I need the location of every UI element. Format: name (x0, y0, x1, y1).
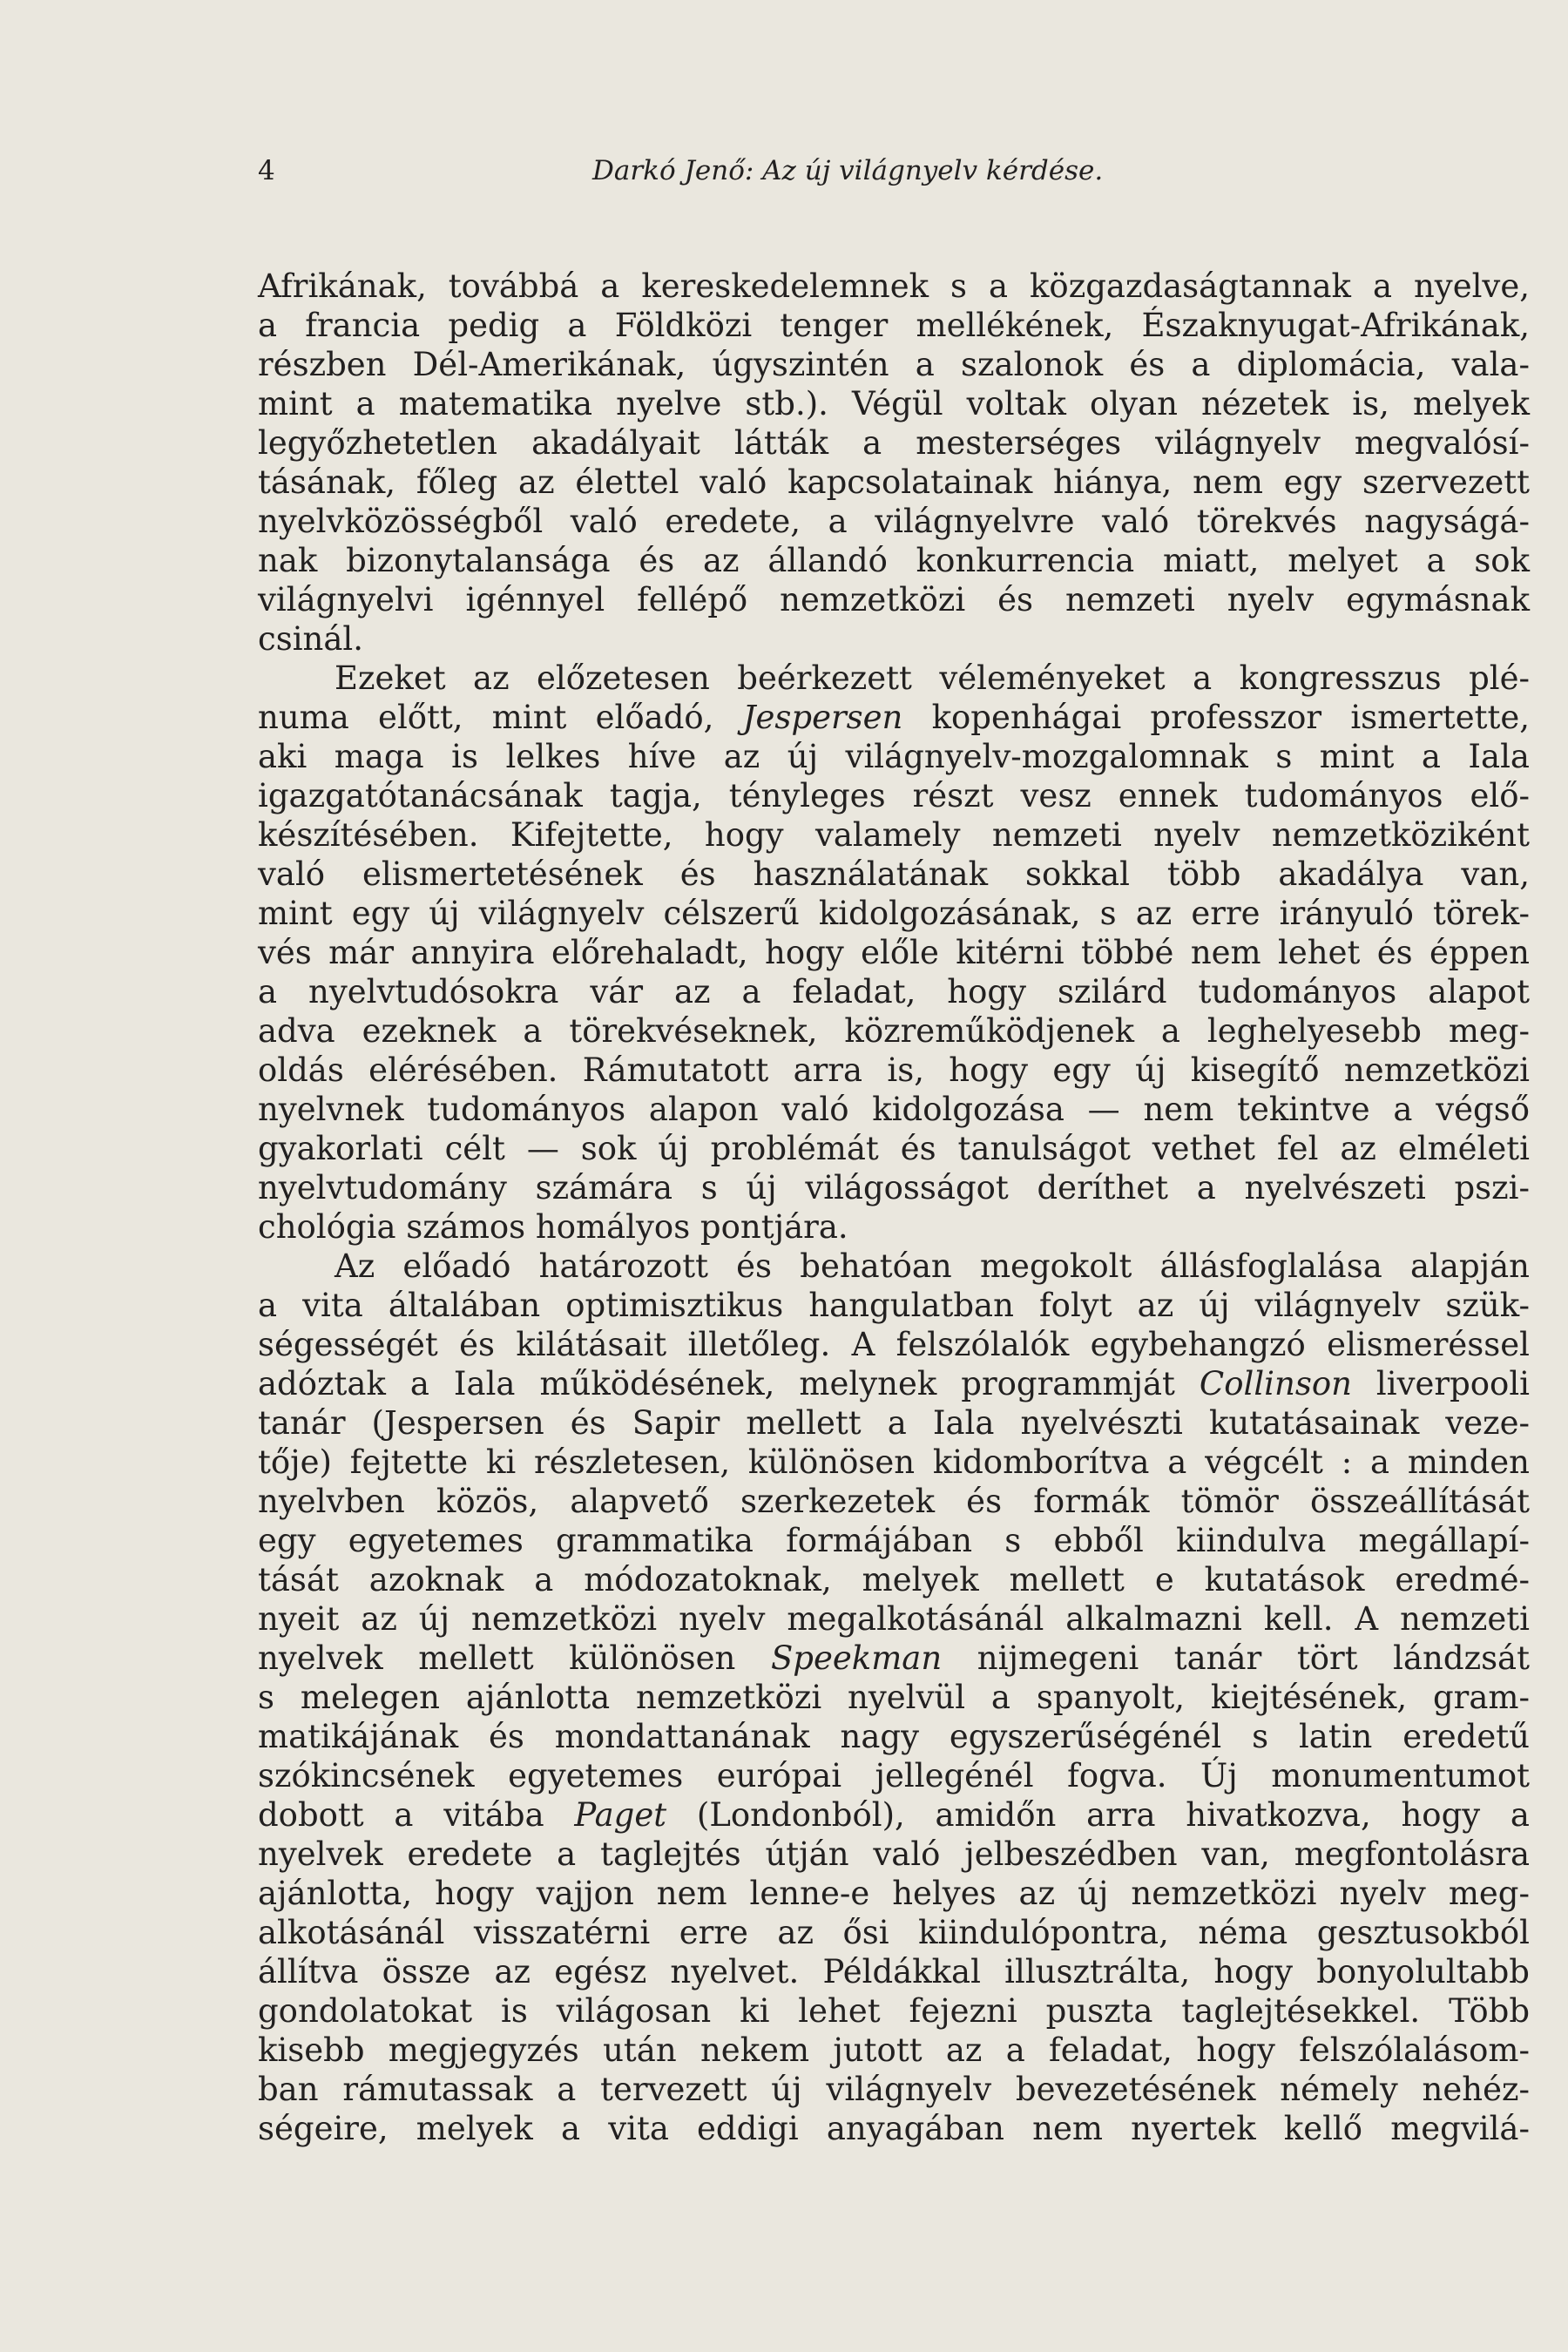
text-line: világnyelvi igénnyel fellépő nemzetközi és nemzeti nyelv egymásnak (258, 581, 1530, 618)
text-line: oldás elérésében. Rámutatott arra is, hogy egy új kisegítő nemzetközi (258, 1051, 1530, 1089)
text-line: a francia pedig a Földközi tenger mellékének, Északnyugat-Afrikának, (258, 307, 1530, 344)
text-line: nyelvek eredete a taglejtés útján való jelbeszédben van, megfontolásra (258, 1835, 1530, 1873)
text-line: nyelvben közös, alapvető szerkezetek és formák tömör összeállítását (258, 1483, 1530, 1520)
running-header (258, 150, 1530, 202)
text-line: szókincsének egyetemes európai jellegénél fogva. Új monumentumot (258, 1757, 1530, 1794)
text-line: ban rámutassak a tervezett új világnyelv bevezetésének némely nehéz- (258, 2071, 1530, 2108)
running-title: Darkó Jenő: Az új világnyelv kérdése. (592, 155, 1104, 186)
text-segment: nyelvek mellett különösen (258, 1639, 771, 1677)
page-number: 4 (258, 155, 275, 186)
text-line (258, 659, 1530, 698)
text-line (258, 1795, 1530, 1835)
text-line: egy egyetemes grammatika formájában s ebből kiindulva megállapí- (258, 1522, 1530, 1559)
text-segment: dobott a vitába (258, 1796, 575, 1834)
text-line: legyőzhetetlen akadályait látták a mesterséges világnyelv megvalósí- (258, 424, 1530, 462)
text-line (258, 1639, 1530, 1678)
text-line: csinál. (258, 620, 364, 658)
text-line: készítésében. Kifejtette, hogy valamely nemzeti nyelv nemzetköziként (258, 816, 1530, 854)
body-text (258, 267, 1530, 2148)
text-line: nyelvtudomány számára s új világosságot deríthet a nyelvészeti pszi- (258, 1169, 1530, 1206)
italic-name: Paget (574, 1796, 667, 1834)
italic-name: Jespersen (742, 699, 903, 736)
italic-name: Speekman (770, 1639, 943, 1677)
text-line: ségeire, melyek a vita eddigi anyagában nem nyertek kellő megvilá- (258, 2110, 1530, 2147)
text-line: igazgatótanácsának tagja, tényleges részt vesz ennek tudományos elő- (258, 777, 1530, 814)
text-line: alkotásánál visszatérni erre az ősi kiindulópontra, néma gesztusokból (258, 1914, 1530, 1951)
text-line (258, 698, 1530, 737)
text-segment: nijmegeni tanár tört lándzsát (942, 1639, 1530, 1677)
text-line: gondolatokat is világosan ki lehet fejezni puszta taglejtésekkel. Több (258, 1992, 1530, 2030)
text-line: Az előadó határozott és behatóan megokolt állásfoglalása alapján (335, 1247, 1530, 1285)
text-line: mint a matematika nyelve stb.). Végül voltak olyan nézetek is, melyek (258, 385, 1530, 422)
text-line: Afrikának, továbbá a kereskedelemnek s a közgazdaságtannak a nyelve, (258, 267, 1530, 305)
text-segment: adóztak a Iala működésének, melynek programmját (258, 1365, 1200, 1402)
text-line: matikájának és mondattanának nagy egyszerűségénél s latin eredetű (258, 1718, 1530, 1755)
text-line: a vita általában optimisztikus hangulatban folyt az új világnyelv szük- (258, 1287, 1530, 1324)
text-line: ségességét és kilátásait illetőleg. A felszólalók egybehangzó elismeréssel (258, 1326, 1530, 1363)
text-line: tanár (Jespersen és Sapir mellett a Iala nyelvészti kutatásainak veze- (258, 1404, 1530, 1442)
text-segment: (Londonból), amidőn arra hivatkozva, hogy a (666, 1796, 1530, 1834)
text-line: a nyelvtudósokra vár az a feladat, hogy szilárd tudományos alapot (258, 973, 1530, 1010)
text-line: nyelvközösségből való eredete, a világnyelvre való törekvés nagyságá- (258, 503, 1530, 540)
text-line: vés már annyira előrehaladt, hogy előle kitérni többé nem lehet és éppen (258, 934, 1530, 971)
italic-name: Collinson (1199, 1365, 1352, 1402)
text-line: részben Dél-Amerikának, úgyszintén a szalonok és a diplomácia, vala- (258, 346, 1530, 383)
text-line: nak bizonytalansága és az állandó konkurrencia miatt, melyet a sok (258, 542, 1530, 579)
text-segment: numa előtt, mint előadó, (258, 699, 743, 736)
text-line (258, 1364, 1530, 1403)
text-line: mint egy új világnyelv célszerű kidolgozásának, s az erre irányuló törek- (258, 895, 1530, 932)
text-line: állítva össze az egész nyelvet. Példákkal illusztrálta, hogy bonyolultabb (258, 1953, 1530, 1990)
text-line: adva ezeknek a törekvéseknek, közreműködjenek a leghelyesebb meg- (258, 1012, 1530, 1050)
text-line: chológia számos homályos pontjára. (258, 1208, 848, 1246)
text-line: tását azoknak a módozatoknak, melyek mellett e kutatások eredmé- (258, 1561, 1530, 1598)
text-line: s melegen ajánlotta nemzetközi nyelvül a spanyolt, kiejtésének, gram- (258, 1679, 1530, 1716)
text-line: ajánlotta, hogy vajjon nem lenne-e helyes az új nemzetközi nyelv meg- (258, 1875, 1530, 1912)
text-line: nyelvnek tudományos alapon való kidolgozása — nem tekintve a végső (258, 1091, 1530, 1128)
text-line: tője) fejtette ki részletesen, különösen kidomborítva a végcélt : a minden (258, 1443, 1530, 1481)
text-segment: liverpooli (1351, 1365, 1530, 1402)
text-segment: Ezeket az előzetesen beérkezett véleményeket a kongresszus plé- (335, 659, 1530, 697)
text-line: tásának, főleg az élettel való kapcsolatainak hiánya, nem egy szervezett (258, 463, 1530, 501)
text-line: kisebb megjegyzés után nekem jutott az a feladat, hogy felszólalásom- (258, 2031, 1530, 2069)
text-line: gyakorlati célt — sok új problémát és tanulságot vethet fel az elméleti (258, 1130, 1530, 1167)
text-line: való elismertetésének és használatának sokkal több akadálya van, (258, 855, 1530, 893)
text-segment: kopenhágai professzor ismertette, (902, 699, 1530, 736)
text-line: aki maga is lelkes híve az új világnyelv-mozgalomnak s mint a Iala (258, 738, 1530, 775)
text-line: nyeit az új nemzetközi nyelv megalkotásánál alkalmazni kell. A nemzeti (258, 1600, 1530, 1638)
